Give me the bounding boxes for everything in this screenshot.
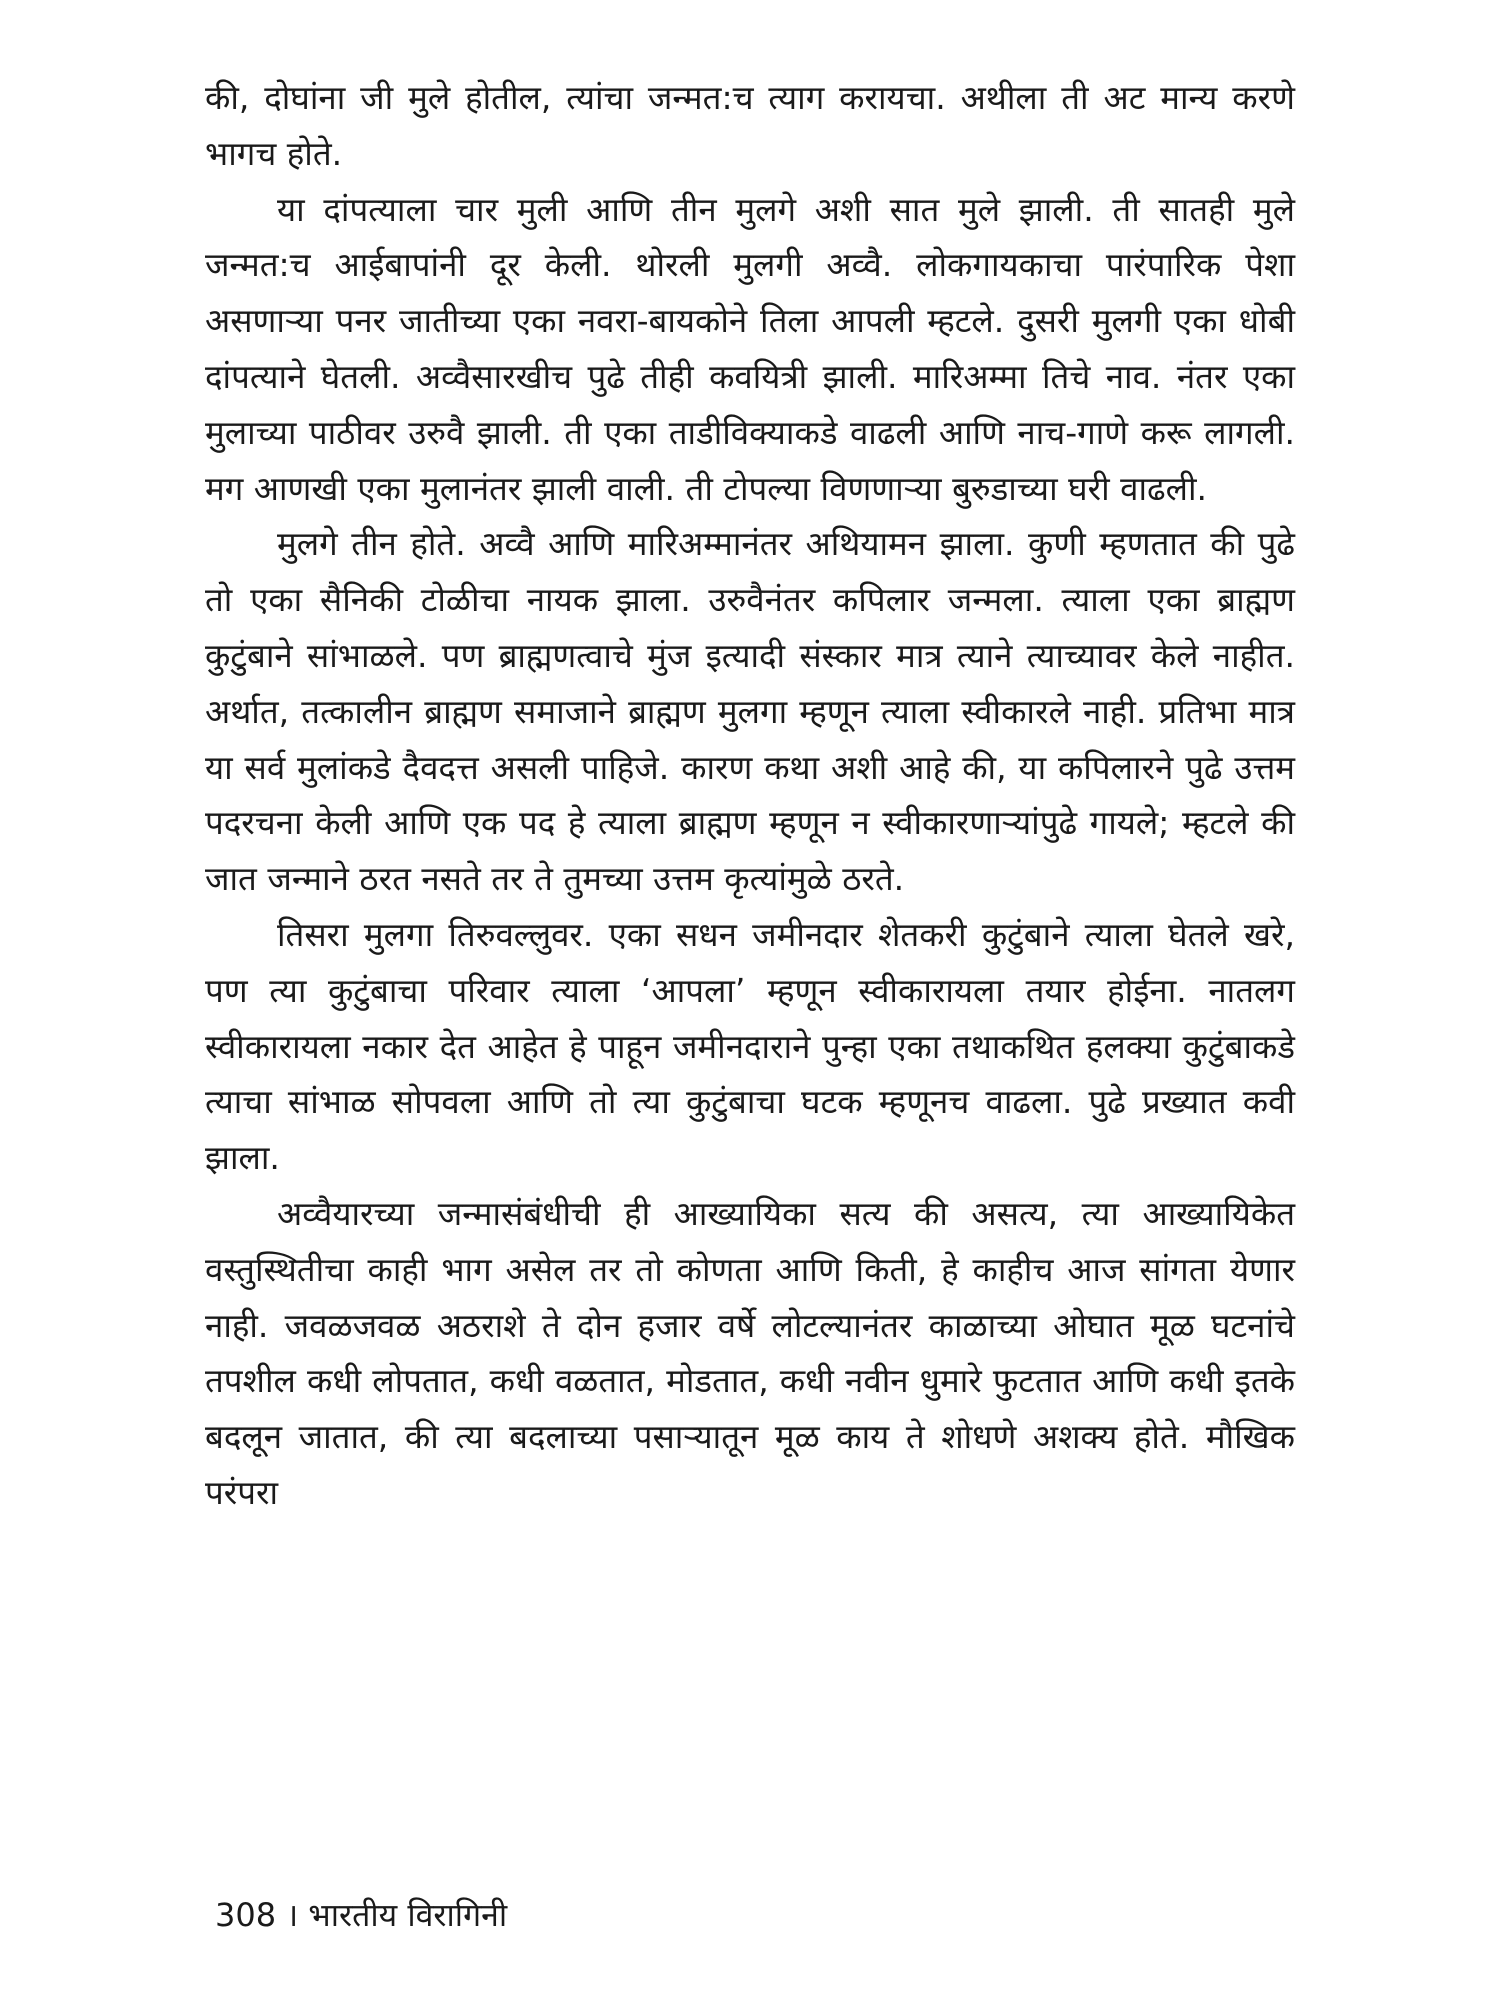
page-number: 308 <box>215 1896 277 1934</box>
paragraph-1: की, दोघांना जी मुले होतील, त्यांचा जन्मत:च त्याग करायचा. अथीला ती अट मान्य करणे भागच होते. <box>205 78 1295 173</box>
paragraph-2: या दांपत्याला चार मुली आणि तीन मुलगे अशी सात मुले झाली. ती सातही मुले जन्मत:च आईबापांनी दूर केली. थोरली मुलगी अव्वै. लोकगायकाचा पारंपारिक पेशा असणाऱ्या पनर जातीच्या एका नवरा-बायकोने तिला आपली म्हटले. दुसरी मुलगी एका धोबी दांपत्याने घेतली. अव्वैसारखीच पुढे तीही कवयित्री झाली. मारिअम्मा तिचे नाव. नंतर एका मुलाच्या पाठीवर उरुवै झाली. ती एका ताडीविक्याकडे वाढली आणि नाच-गाणे करू लागली. मग आणखी एका मुलानंतर झाली वाली. ती टोपल्या विणणाऱ्या बुरुडाच्या घरी वाढली. <box>205 189 1295 508</box>
page-footer <box>215 1895 507 1935</box>
footer-separator: । <box>286 1896 299 1934</box>
paragraph-4: तिसरा मुलगा तिरुवल्लुवर. एका सधन जमीनदार शेतकरी कुटुंबाने त्याला घेतले खरे, पण त्या कुटुंबाचा परिवार त्याला ‘आपला’ म्हणून स्वीकारायला तयार होईना. नातलग स्वीकारायला नकार देत आहेत हे पाहून जमीनदाराने पुन्हा एका तथाकथित हलक्या कुटुंबाकडे त्याचा सांभाळ सोपवला आणि तो त्या कुटुंबाचा घटक म्हणूनच वाढला. पुढे प्रख्यात कवी झाला. <box>205 914 1295 1178</box>
book-title: भारतीय विरागिनी <box>308 1896 508 1934</box>
paragraph-3: मुलगे तीन होते. अव्वै आणि मारिअम्मानंतर अथियामन झाला. कुणी म्हणतात की पुढे तो एका सैनिकी टोळीचा नायक झाला. उरुवैनंतर कपिलार जन्मला. त्याला एका ब्राह्मण कुटुंबाने सांभाळले. पण ब्राह्मणत्वाचे मुंज इत्यादी संस्कार मात्र त्याने त्याच्यावर केले नाहीत. अर्थात, तत्कालीन ब्राह्मण समाजाने ब्राह्मण मुलगा म्हणून त्याला स्वीकारले नाही. प्रतिभा मात्र या सर्व मुलांकडे दैवदत्त असली पाहिजे. कारण कथा अशी आहे की, या कपिलारने पुढे उत्तम पदरचना केली आणि एक पद हे त्याला ब्राह्मण म्हणून न स्वीकारणाऱ्यांपुढे गायले; म्हटले की जात जन्माने ठरत नसते तर ते तुमच्या उत्तम कृत्यांमुळे ठरते. <box>205 524 1295 899</box>
body-text <box>205 70 1295 1521</box>
paragraph-5: अव्वैयारच्या जन्मासंबंधीची ही आख्यायिका सत्य की असत्य, त्या आख्यायिकेत वस्तुस्थितीचा काही भाग असेल तर तो कोणता आणि किती, हे काहीच आज सांगता येणार नाही. जवळजवळ अठराशे ते दोन हजार वर्षे लोटल्यानंतर काळाच्या ओघात मूळ घटनांचे तपशील कधी लोपतात, कधी वळतात, मोडतात, कधी नवीन धुमारे फुटतात आणि कधी इतके बदलून जातात, की त्या बदलाच्या पसाऱ्यातून मूळ काय ते शोधणे अशक्य होते. मौखिक परंपरा <box>205 1193 1295 1512</box>
